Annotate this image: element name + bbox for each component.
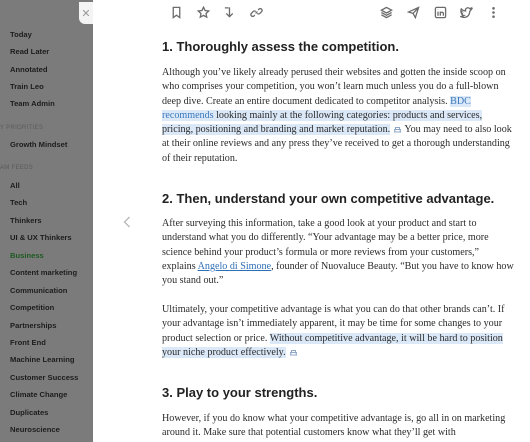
- sort-button[interactable]: [222, 5, 236, 19]
- close-sidebar-button[interactable]: [79, 2, 93, 24]
- section-label-priorities: Y PRIORITIES: [0, 125, 44, 131]
- sidebar-item-all[interactable]: All: [10, 181, 20, 190]
- bookmark-button[interactable]: [169, 5, 183, 19]
- sidebar-item-ui-ux-thinkers[interactable]: UI & UX Thinkers: [10, 233, 72, 242]
- sidebar-item-neuroscience[interactable]: Neuroscience: [10, 425, 60, 434]
- annotation-icon[interactable]: [393, 124, 402, 132]
- section-label-feeds: AM FEEDS: [0, 165, 34, 171]
- paragraph-text: You may need to also look at their online reviews and any press they’ve received to get a thorough understanding of their reputation.: [162, 124, 512, 164]
- highlighted-text[interactable]: Without competitive advantage, it will be hard to position your niche product effectively.: [162, 332, 503, 358]
- sidebar-item-climate-change[interactable]: Climate Change: [10, 390, 68, 399]
- paragraph-text: Although you’ve likely already perused their websites and gotten the inside scoop on who comprises your competition, you won’t learn much unless you do a full-blown deep dive. Create an entire document dedicated to competitor analysis.: [162, 67, 506, 107]
- sidebar-item-read-later[interactable]: Read Later: [10, 47, 50, 56]
- layers-icon: [380, 6, 393, 19]
- sidebar-item-content-marketing[interactable]: Content marketing: [10, 268, 78, 277]
- sidebar: [0, 0, 93, 442]
- close-icon: ✕: [81, 7, 91, 20]
- author-link[interactable]: Angelo di Simone: [197, 260, 272, 272]
- star-button[interactable]: [196, 5, 210, 19]
- bookmark-icon: [170, 6, 183, 19]
- sidebar-item-machine-learning[interactable]: Machine Learning: [10, 355, 75, 364]
- layers-button[interactable]: [379, 5, 393, 19]
- sidebar-item-front-end[interactable]: Front End: [10, 338, 46, 347]
- highlighted-text[interactable]: looking mainly at the following categories: products and services, pricing, positioning and branding and market reputation.: [162, 109, 483, 136]
- sidebar-item-team-admin[interactable]: Team Admin: [10, 99, 55, 108]
- sidebar-item-competition[interactable]: Competition: [10, 303, 55, 312]
- paragraph-text: After surveying this information, take a good look at your product and start to understand what you do differently. “Your advantage may be a better price, more science behind your product’s formula or more reviews from your customers,” explains: [162, 218, 489, 272]
- link-icon: [250, 6, 263, 19]
- linkedin-share-button[interactable]: [433, 5, 447, 19]
- sidebar-item-partnerships[interactable]: Partnerships: [10, 321, 57, 330]
- sidebar-item-tech[interactable]: Tech: [10, 198, 28, 207]
- paragraph-4: However, if you do know what your competitive advantage is, go all in on marketing around it. Make sure that potential customers know what they’ll get with: [162, 413, 506, 439]
- section-heading-1: 1. Thoroughly assess the competition.: [162, 39, 399, 54]
- sidebar-item-customer-success[interactable]: Customer Success: [10, 373, 79, 382]
- chevron-left-icon: [123, 216, 131, 228]
- sidebar-item-train-leo[interactable]: Train Leo: [10, 82, 44, 91]
- section-heading-2: 2. Then, understand your own competitive advantage.: [162, 191, 495, 206]
- section-heading-3: 3. Play to your strengths.: [162, 385, 318, 400]
- sort-down-icon: [223, 6, 236, 19]
- linkedin-icon: [434, 6, 447, 19]
- sidebar-item-annotated[interactable]: Annotated: [10, 65, 48, 74]
- twitter-icon: [460, 6, 473, 19]
- send-icon: [407, 6, 420, 19]
- previous-article-button[interactable]: [121, 214, 133, 230]
- sidebar-item-thinkers[interactable]: Thinkers: [10, 216, 42, 225]
- sidebar-item-today[interactable]: Today: [10, 30, 32, 39]
- paragraph-2: [162, 217, 514, 288]
- more-options-button[interactable]: [486, 5, 500, 19]
- twitter-share-button[interactable]: [459, 5, 473, 19]
- sidebar-item-communication[interactable]: Communication: [10, 286, 68, 295]
- article-toolbar: [93, 0, 530, 26]
- paragraph-text: Ultimately, your competitive advantage is what you can do that other brands can’t. If your advantage isn’t immediately apparent, it may be time for some changes to your product selection or price.: [162, 304, 505, 344]
- paragraph-3: [162, 303, 514, 360]
- star-icon: [197, 6, 210, 19]
- annotation-icon[interactable]: [289, 347, 298, 355]
- more-vertical-icon: [487, 6, 500, 19]
- sidebar-item-duplicates[interactable]: Duplicates: [10, 408, 49, 417]
- paragraph-1: [162, 66, 514, 166]
- send-button[interactable]: [406, 5, 420, 19]
- sidebar-item-business[interactable]: Business: [10, 251, 44, 260]
- sidebar-item-growth-mindset[interactable]: Growth Mindset: [10, 140, 68, 149]
- copy-link-button[interactable]: [249, 5, 263, 19]
- paragraph-text: , founder of Nuovaluce Beauty. “But you have to know how you stand out.”: [162, 260, 514, 287]
- highlighted-link[interactable]: BDC recommends: [162, 95, 471, 121]
